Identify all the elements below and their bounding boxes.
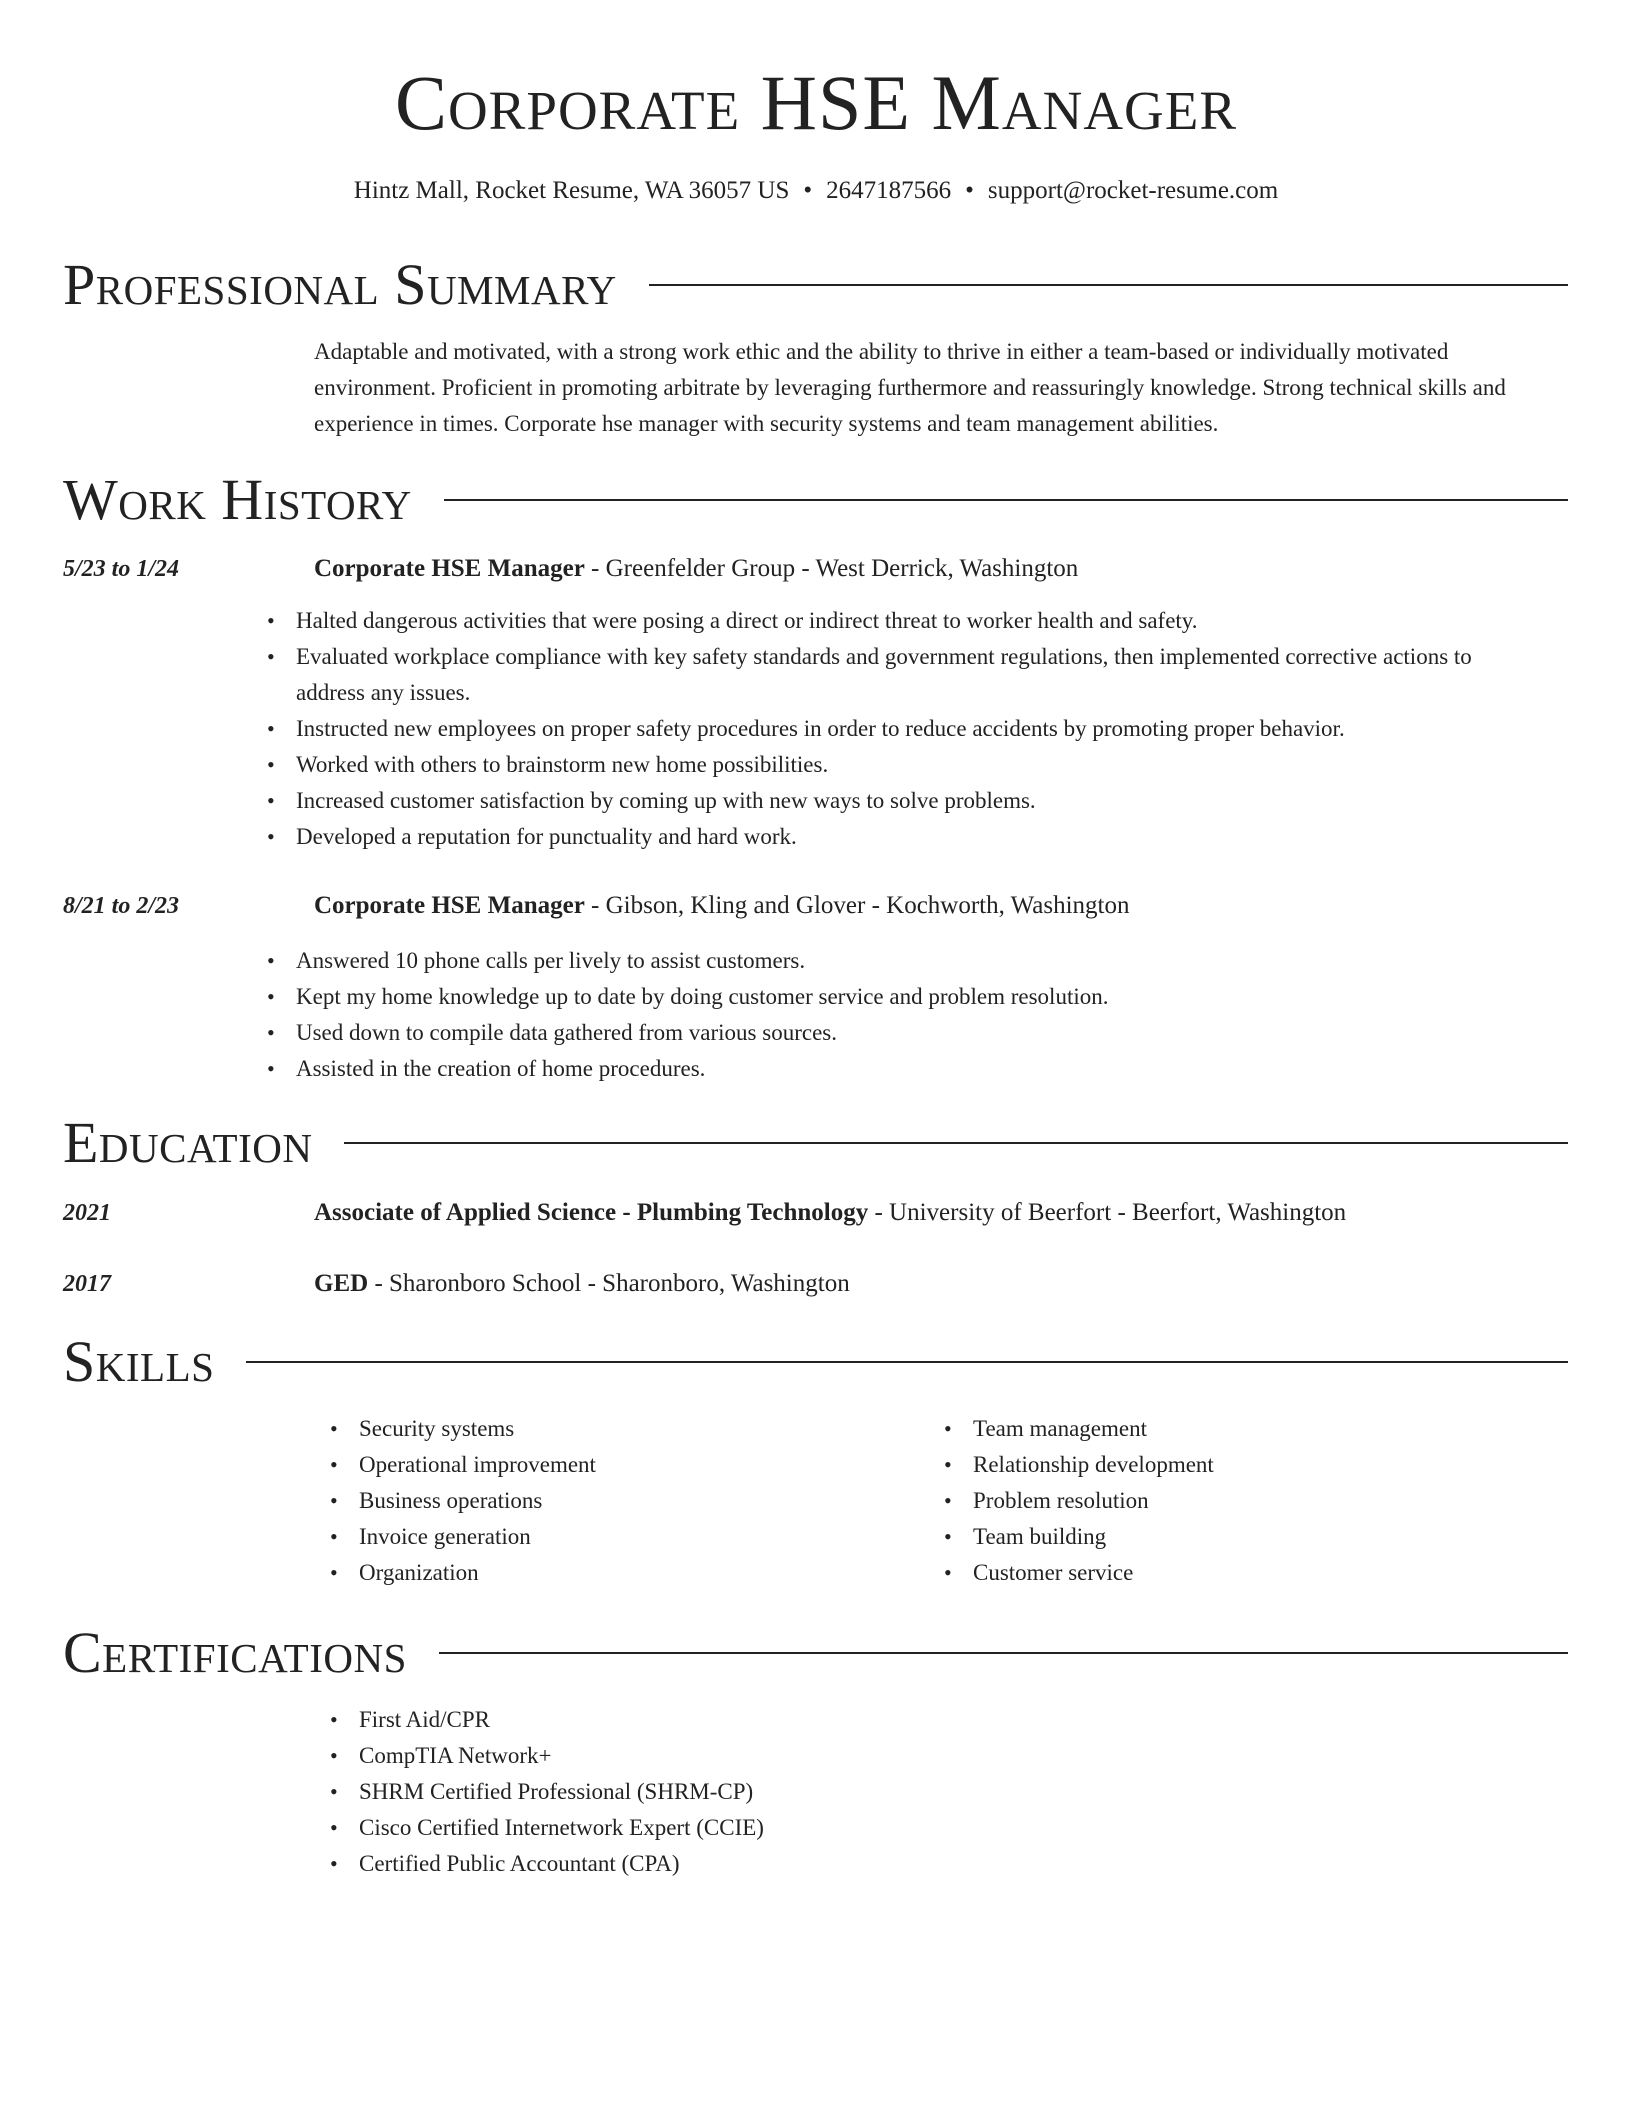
certification-item: • Certified Public Accountant (CPA) xyxy=(314,1846,1568,1882)
section-divider xyxy=(246,1361,1568,1363)
job-title: Corporate HSE Manager xyxy=(314,892,585,919)
skill-item: • Team management xyxy=(928,1411,1528,1447)
skill-item: • Invoice generation xyxy=(314,1519,914,1555)
skills-left-column xyxy=(314,1411,914,1591)
summary-text: Adaptable and motivated, with a strong work ethic and the ability to thrive in either a team-based or individually motivated environment. Proficient in promoting arbitrate by leveraging furthermore and reassuringly knowledge. Strong technical skills and experience in times. Corporate hse manager with security systems and team management abilities. xyxy=(314,339,1506,436)
list-item: • Answered 10 phone calls per lively to assist customers. xyxy=(251,943,1505,979)
job-heading xyxy=(314,552,1568,586)
certification-item: • First Aid/CPR xyxy=(314,1702,1568,1738)
education-details: - Sharonboro School - Sharonboro, Washington xyxy=(368,1270,850,1297)
job-details: - Greenfelder Group - West Derrick, Washington xyxy=(584,555,1079,582)
skill-item: • Customer service xyxy=(928,1555,1528,1591)
certification-item: • Cisco Certified Internetwork Expert (CCIE) xyxy=(314,1810,1568,1846)
list-item: • Worked with others to brainstorm new home possibilities. xyxy=(251,747,1505,783)
list-item: • Kept my home knowledge up to date by doing customer service and problem resolution. xyxy=(251,979,1505,1015)
list-item: • Assisted in the creation of home procedures. xyxy=(251,1051,1505,1087)
skill-item: • Relationship development xyxy=(928,1447,1528,1483)
education-details: - University of Beerfort - Beerfort, Washington xyxy=(868,1199,1347,1226)
contact-phone: 2647187566 xyxy=(826,177,952,204)
contact-address: Hintz Mall, Rocket Resume, WA 36057 US xyxy=(353,177,790,204)
certifications-heading: Certifications xyxy=(63,1620,407,1685)
education-degree: Associate of Applied Science - Plumbing Technology xyxy=(314,1199,869,1226)
skill-item: • Problem resolution xyxy=(928,1483,1528,1519)
certifications-section-heading xyxy=(63,1618,1568,1688)
section-divider xyxy=(444,499,1568,501)
list-item: • Halted dangerous activities that were posing a direct or indirect threat to worker health and safety. xyxy=(251,603,1505,639)
contact-separator: • xyxy=(803,177,813,204)
job-2-bullets xyxy=(251,943,1505,1087)
skill-item: • Security systems xyxy=(314,1411,914,1447)
skill-item: • Business operations xyxy=(314,1483,914,1519)
education-year: 2021 xyxy=(63,1200,111,1226)
skills-section-heading xyxy=(63,1327,1568,1397)
skill-item: • Operational improvement xyxy=(314,1447,914,1483)
education-heading: Education xyxy=(63,1110,313,1175)
education-heading-line xyxy=(314,1267,1568,1301)
summary-section-heading xyxy=(63,250,1568,320)
certification-item: • CompTIA Network+ xyxy=(314,1738,1568,1774)
job-heading xyxy=(314,889,1568,923)
skills-right-column xyxy=(928,1411,1528,1591)
skill-item: • Organization xyxy=(314,1555,914,1591)
section-divider xyxy=(344,1142,1568,1144)
work-heading: Work History xyxy=(63,467,412,532)
education-heading-line xyxy=(314,1196,1568,1230)
skills-heading: Skills xyxy=(63,1329,215,1394)
resume-title: Corporate HSE Manager xyxy=(394,59,1238,146)
education-year: 2017 xyxy=(63,1271,111,1297)
education-section-heading xyxy=(63,1108,1568,1178)
contact-email: support@rocket-resume.com xyxy=(987,177,1279,204)
list-item: • Increased customer satisfaction by coming up with new ways to solve problems. xyxy=(251,783,1505,819)
summary-heading: Professional Summary xyxy=(63,252,617,317)
list-item: • Instructed new employees on proper safety procedures in order to reduce accidents by promoting proper behavior. xyxy=(251,711,1505,747)
job-details: - Gibson, Kling and Glover - Kochworth, Washington xyxy=(584,892,1130,919)
job-dates: 8/21 to 2/23 xyxy=(63,893,180,919)
job-1-bullets xyxy=(251,603,1505,855)
certification-item: • SHRM Certified Professional (SHRM-CP) xyxy=(314,1774,1568,1810)
education-degree: GED xyxy=(314,1270,369,1297)
section-divider xyxy=(439,1652,1568,1654)
skill-item: • Team building xyxy=(928,1519,1528,1555)
contact-line xyxy=(0,174,1632,208)
contact-separator: • xyxy=(965,177,974,204)
list-item: • Developed a reputation for punctuality and hard work. xyxy=(251,819,1505,855)
certifications-list xyxy=(314,1702,1568,1882)
list-item: • Used down to compile data gathered from various sources. xyxy=(251,1015,1505,1051)
work-section-heading xyxy=(63,465,1568,535)
job-title: Corporate HSE Manager xyxy=(314,555,585,582)
job-dates: 5/23 to 1/24 xyxy=(63,556,180,582)
section-divider xyxy=(649,284,1568,286)
list-item: • Evaluated workplace compliance with key safety standards and government regulations, then implemented corrective actions to address any issues. xyxy=(251,639,1505,711)
